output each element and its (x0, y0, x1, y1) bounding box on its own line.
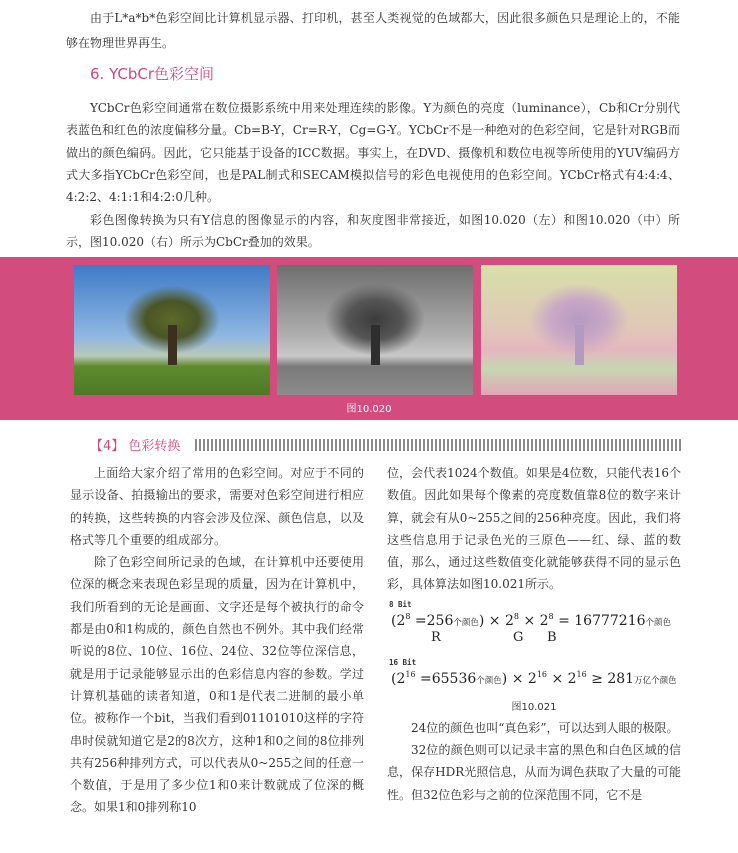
ycbcr-paragraph-1: YCbCr色彩空间通常在数位摄影系统中用来处理连续的影像。Y为颜色的亮度（luminance），Cb和Cr分别代表蓝色和红色的浓度偏移分量。Cb=B-Y，Cr=R-Y，Cg=G-Y。YCbCr不是一种绝对的色彩空间，它是针对RGB而做出的颜色编码。因此，它只能基于设备的ICC数据。事实上，在DVD、摄像机和数位电视等所使用的YUV编码方式大多指YCbCr色彩空间，也是PAL制式和SECAM模拟信号的彩色电视使用的色彩空间。YCbCr格式有4:4:4、4:2:2、4:1:1和4:2:0几种。 (66, 101, 680, 205)
label-r: R (431, 629, 441, 645)
label-b: B (547, 629, 557, 645)
section-title-ycbcr: 6. YCbCr色彩空间 (90, 65, 215, 83)
section-title-color-conversion: 【4】 色彩转换 (90, 439, 181, 454)
figure-band (0, 257, 738, 420)
conversion-paragraph-2: 除了色彩空间所记录的色域，在计算机中还要使用位深的概念来表现色彩呈现的质量，因为在计算机中，我们所看到的无论是画面、文字还是每个被执行的命令都是由0和1构成的，颜色自然也不例外。其中我们经常听说的8位、10位、16位、24位、32位等位深信息，就是用于记录能够显示出的色彩信息内容的参数。学过计算机基础的读者知道，0和1是代表二进制的最小单位。被称作一个bit，当我们看到01101010这样的字符串时侯就知道它是2的8次方，这种1和0之间的8位排列共有256种排列方式，可以代表从0~255之间的任意一个数值，于是用了多少位1和0来计数就成了位深的概念。如果1和0排列称10 (70, 555, 364, 815)
bit-label-16: 16 Bit (389, 657, 417, 667)
right-column (387, 462, 681, 806)
tree-photo-color (74, 265, 270, 395)
ycbcr-paragraph-2: 彩色图像转换为只有Y信息的图像显示的内容，和灰度图非常接近，如图10.020（左）和图10.020（中）所示，图10.020（右）所示为CbCr叠加的效果。 (66, 213, 680, 250)
tree-photo-cbcr (481, 265, 677, 395)
tree-trunk (168, 325, 177, 365)
formula-8bit (387, 600, 681, 648)
decorative-rule (195, 439, 683, 451)
label-g: G (513, 629, 524, 645)
formula-8bit-line: ($2^8 =256$个颜色) × $2^8 \times 2^8 = 16777216$个颜色 (391, 611, 672, 629)
tree-trunk (575, 325, 584, 365)
hdr-paragraph: 32位的颜色则可以记录丰富的黑色和白色区域的信息，保存HDR光照信息，从而为调色获取了大量的可能性。但32位色彩与之前的位深范围不同，它不是 (387, 743, 681, 802)
figure-caption: 图10.020 (346, 404, 392, 415)
intro-paragraph: 由于L*a*b*色彩空间比计算机显示器、打印机，甚至人类视觉的色域都大，因此很多颜色只是理论上的，不能够在物理世界再生。 (66, 11, 680, 50)
formula-16bit (387, 658, 681, 698)
formula-16bit-line: ($2^{16} =65536$个颜色) × $2^{16} \times 2^{16} \ge 281$万亿个颜色 (391, 669, 677, 687)
figure-caption-2: 图10.021 (511, 701, 557, 713)
bit-depth-paragraph: 位，会代表1024个数值。如果是4位数，只能代表16个数值。因此如果每个像素的亮度数值靠8位的数字来计算，就会有从0~255之间的256种亮度。因此，我们将这些信息用于记录色光的三原色——红、绿、蓝的数值，那么，通过这些数值变化就能够获得不同的显示色彩，具体算法如图10.021所示。 (387, 466, 681, 592)
tree-photo-luminance (277, 265, 473, 395)
section-header-color-conversion (90, 435, 686, 455)
left-column (70, 462, 364, 819)
bit-label-8: 8 Bit (389, 599, 412, 609)
conversion-paragraph-1: 上面给大家介绍了常用的色彩空间。对应于不同的显示设备、拍摄输出的要求，需要对色彩空间进行相应的转换，这些转换的内容会涉及位深、颜色信息，以及格式等几个重要的组成部分。 (70, 466, 364, 547)
true-color-paragraph: 24位的颜色也叫“真色彩”，可以达到人眼的极限。 (411, 720, 679, 735)
tree-trunk (371, 325, 380, 365)
